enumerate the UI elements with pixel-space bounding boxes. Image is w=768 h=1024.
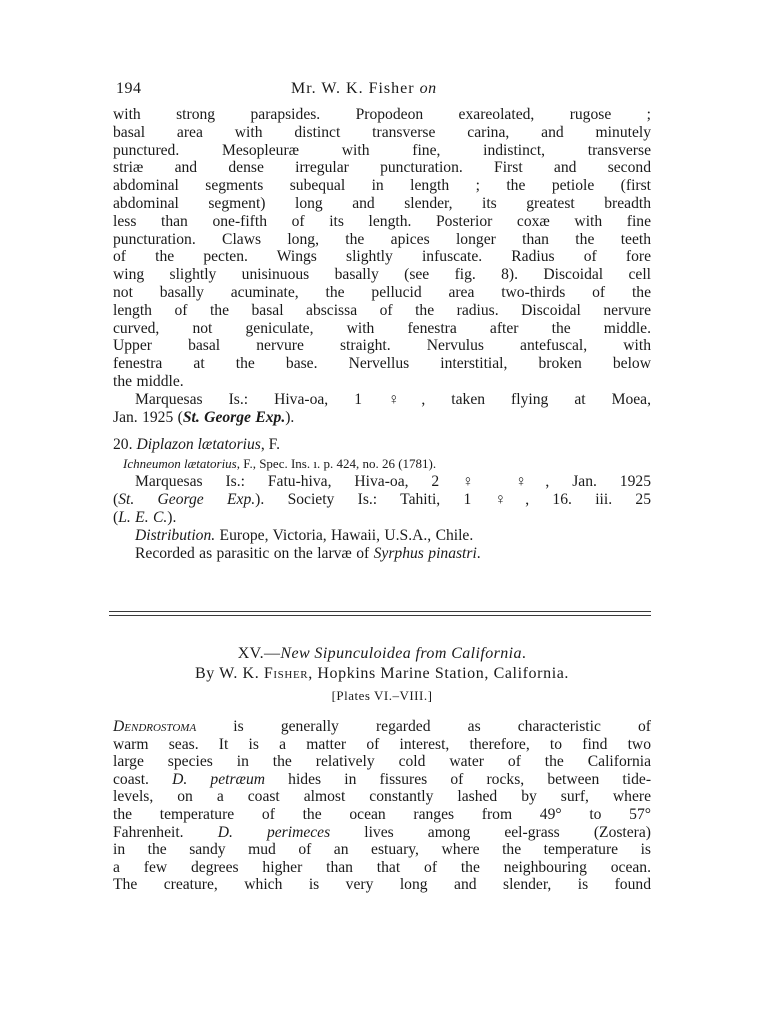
text-line: with strong parapsides. Propodeon exareolated, rugose ; [113,106,651,123]
distribution-line: Distribution. Europe, Victoria, Hawaii, U.S.A., Chile. [135,526,474,544]
locality-line: Jan. 1925 (St. George Exp.). [113,408,295,426]
text-line: the temperature of the ocean ranges from 49° to 57° [113,805,651,823]
text-line: The creature, which is very long and slender, is found [113,876,651,894]
article-body [113,718,651,894]
species-name: Diplazon lætatorius [136,436,261,454]
text-line: in the sandy mud of an estuary, where the temperature is [113,841,651,859]
section-divider [109,615,651,616]
locality-line: (L. E. C.). [113,508,177,526]
text-line: abdominal segment) long and slender, its greatest breadth [113,194,651,212]
locality-line: (St. George Exp.). Society Is.: Tahiti, 1 ♀, 16. iii. 25 [113,491,652,509]
text-line: puncturation. Claws long, the apices longer than the teeth [113,230,651,248]
text-line: fenestra at the base. Nervellus interstitial, broken below [113,355,651,373]
text-line: coast. D. petræum hides in fissures of rocks, between tide- [113,770,652,788]
text-line: wing slightly unisinuous basally (see fig. 8). Discoidal cell [113,266,651,284]
description-paragraph [113,106,651,426]
text-line: basal area with distinct transverse carina, and minutely [113,123,651,141]
running-title: Mr. W. K. Fisher on [291,80,437,97]
running-head [113,72,651,98]
text-line: striæ and dense irregular puncturation. First and second [113,159,651,177]
text-line: Dendrostoma is generally regarded as characteristic of [113,718,651,735]
species-heading: 20. Diplazon lætatorius, F. [113,436,280,454]
page-number: 194 [116,80,142,97]
text-line: not basally acuminate, the pellucid area two-thirds of the [113,283,651,301]
article-byline: By W. K. Fisher, Hopkins Marine Station, California. [194,665,570,682]
text-line: Fahrenheit. D. perimeces lives among eel-grass (Zostera) [113,823,651,841]
text-line: the middle. [113,372,184,390]
citation: Ichneumon lætatorius, F., Spec. Ins. ı. p. 424, no. 26 (1781). [123,456,437,472]
text-line: a few degrees higher than that of the neighbouring ocean. [113,858,651,876]
text-line: length of the basal abscissa of the radius. Discoidal nervure [113,301,651,319]
text-line: of the pecten. Wings slightly infuscate. Radius of fore [113,248,651,266]
text-line: abdominal segments subequal in length ; the petiole (first [113,177,651,195]
section-divider [109,611,651,612]
host-line: Recorded as parasitic on the larvæ of Syrphus pinastri. [135,544,481,562]
text-line: punctured. Mesopleuræ with fine, indistinct, transverse [113,141,651,159]
locality-line: Marquesas Is.: Fatu-hiva, Hiva-oa, 2 ♀ ♀, Jan. 1925 [135,473,651,491]
text-line: curved, not geniculate, with fenestra after the middle. [113,319,651,337]
locality-line: Marquesas Is.: Hiva-oa, 1 ♀, taken flying at Moea, [135,390,651,408]
text-line: warm seas. It is a matter of interest, therefore, to find two [113,735,651,753]
plates-reference: [Plates VI.–VIII.] [331,688,433,703]
text-line: Upper basal nervure straight. Nervulus antefuscal, with [113,337,651,355]
text-line: levels, on a coast almost constantly lashed by surf, where [113,788,651,806]
article-title: XV.—New Sipunculoidea from California. [237,645,527,662]
page [113,72,651,562]
text-line: less than one-fifth of its length. Posterior coxæ with fine [113,212,651,230]
text-line: large species in the relatively cold water of the California [113,753,651,771]
